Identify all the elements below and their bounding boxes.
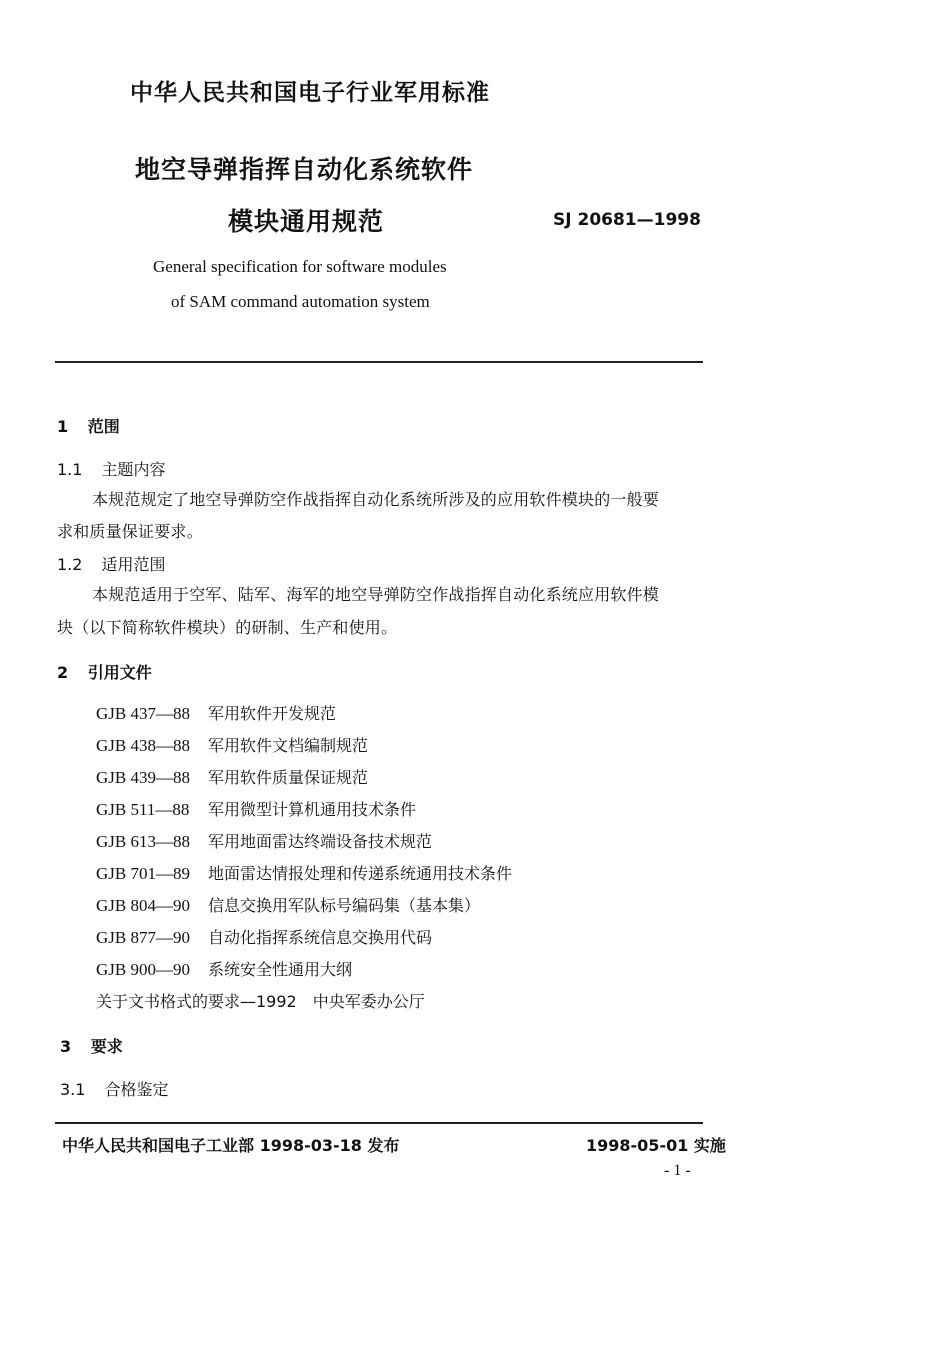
reference-name: 信息交换用军队标号编码集（基本集）: [208, 896, 481, 915]
reference-item: [96, 829, 432, 852]
reference-name: 军用软件质量保证规范: [208, 768, 369, 787]
section-number: 3: [60, 1037, 72, 1056]
section-number: 1: [57, 417, 69, 436]
paragraph-1-2-line1: 本规范适用于空军、陆军、海军的地空导弹防空作战指挥自动化系统应用软件模: [92, 585, 660, 604]
document-title-line2: 模块通用规范: [228, 207, 385, 236]
paragraph-1-1-line2: 求和质量保证要求。: [57, 522, 203, 541]
english-title-line2: of SAM command automation system: [171, 292, 430, 311]
header-divider: [55, 361, 703, 363]
reference-code: GJB 877—90: [96, 928, 190, 947]
reference-name: 军用微型计算机通用技术条件: [208, 800, 417, 819]
reference-name: 系统安全性通用大纲: [208, 960, 353, 979]
section-3-heading: [60, 1034, 123, 1057]
section-number: 3.1: [60, 1080, 86, 1099]
reference-code: GJB 701—89: [96, 864, 190, 883]
standard-code: SJ 20681—1998: [553, 210, 701, 230]
section-number: 2: [57, 663, 69, 682]
section-1-1-heading: [57, 457, 166, 480]
paragraph-1-1-line1: 本规范规定了地空导弹防空作战指挥自动化系统所涉及的应用软件模块的一般要: [92, 490, 660, 509]
reference-name: 地面雷达情报处理和传递系统通用技术条件: [208, 864, 513, 883]
english-title-line1: General specification for software modules: [153, 257, 447, 276]
reference-name: 军用软件文档编制规范: [208, 736, 369, 755]
reference-name: 自动化指挥系统信息交换用代码: [208, 928, 433, 947]
issue-statement: 中华人民共和国电子工业部 1998-03-18 发布: [62, 1136, 400, 1155]
reference-name: 军用软件开发规范: [208, 704, 337, 723]
section-title: 引用文件: [87, 663, 152, 682]
paragraph-1-2-line2: 块（以下简称软件模块）的研制、生产和使用。: [57, 618, 398, 637]
section-title: 范围: [87, 417, 120, 436]
reference-item: [96, 893, 480, 916]
section-3-1-heading: [60, 1077, 169, 1100]
section-title: 主题内容: [101, 460, 166, 479]
reference-name: 军用地面雷达终端设备技术规范: [208, 832, 433, 851]
reference-code: GJB 804—90: [96, 896, 190, 915]
reference-item: [96, 701, 336, 724]
reference-code: GJB 900—90: [96, 960, 190, 979]
page-number: - 1 -: [664, 1162, 691, 1179]
standard-body-heading: 中华人民共和国电子行业军用标准: [130, 80, 490, 106]
section-1-2-heading: [57, 552, 166, 575]
reference-code: GJB 438—88: [96, 736, 190, 755]
effective-date: 1998-05-01 实施: [586, 1136, 726, 1155]
section-number: 1.2: [57, 555, 83, 574]
reference-item: [96, 765, 368, 788]
reference-item: [96, 861, 512, 884]
reference-code: GJB 511—88: [96, 800, 190, 819]
reference-item: [96, 797, 416, 820]
reference-code: GJB 613—88: [96, 832, 190, 851]
reference-item: [96, 925, 432, 948]
section-title: 合格鉴定: [104, 1080, 169, 1099]
document-title-line1: 地空导弹指挥自动化系统软件: [135, 155, 474, 184]
reference-item: [96, 957, 352, 980]
section-number: 1.1: [57, 460, 83, 479]
footer-divider: [55, 1122, 703, 1124]
section-2-heading: [57, 660, 152, 683]
section-title: 适用范围: [101, 555, 166, 574]
reference-item: [96, 733, 368, 756]
section-title: 要求: [90, 1037, 123, 1056]
reference-code: GJB 437—88: [96, 704, 190, 723]
reference-item-extra: 关于文书格式的要求—1992 中央军委办公厅: [96, 992, 425, 1011]
section-1-heading: [57, 414, 120, 437]
reference-code: GJB 439—88: [96, 768, 190, 787]
